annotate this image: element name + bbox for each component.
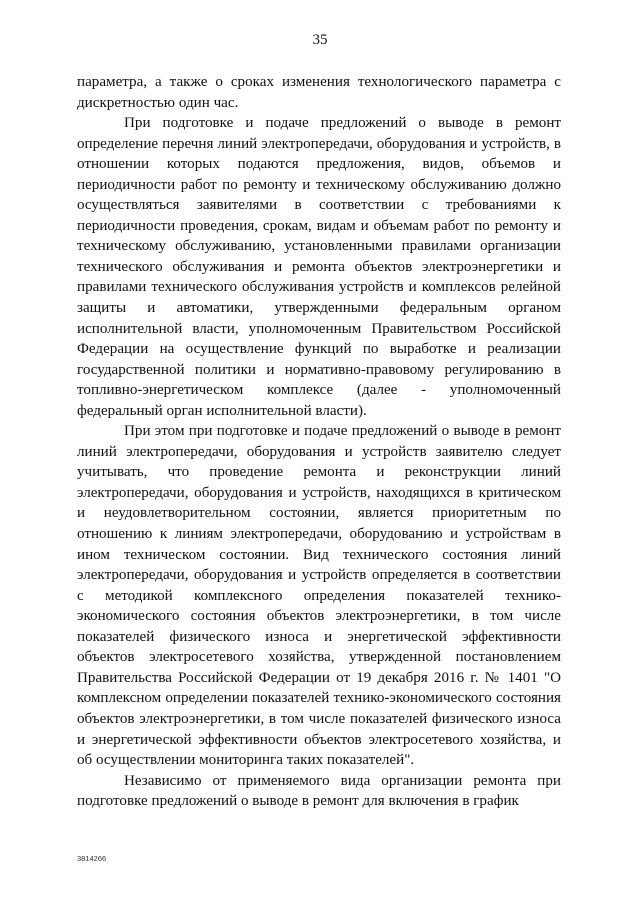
- paragraph-repair-requests: При подготовке и подаче предложений о выводе в ремонт определение перечня линий электропередачи, оборудования и устройств, в отношении которых подаются предложения, видов, объемов и периодичности работ по ремонту и техническому обслуживанию должно осуществляться заявителями в соответствии с требованиями к периодичности проведения, срокам, видам и объемам работ по ремонту и техническому обслуживанию, установленными правилами организации технического обслуживания и ремонта объектов электроэнергетики и правилами технического обслуживания устройств и комплексов релейной защиты и автоматики, утвержденными федеральным органом исполнительной власти, уполномоченным Правительством Российской Федерации на осуществление функций по выработке и реализации государственной политики и нормативно-правовому регулированию в топливно-энергетическом комплексе (далее - уполномоченный федеральный орган исполнительной власти).: [77, 115, 561, 419]
- paragraph-continuation: параметра, а также о сроках изменения технологического параметра с дискретностью один час.: [77, 74, 561, 111]
- document-code: 3814266: [77, 854, 107, 863]
- paragraph-priority-condition: При этом при подготовке и подаче предложений о выводе в ремонт линий электропередачи, оборудования и устройств заявителю следует учитывать, что проведение ремонта и реконструкции линий электропередачи, оборудования и устройств, находящихся в критическом и неудовлетворительном состоянии, является приоритетным по отношению к линиям электропередачи, оборудованию и устройствам в ином техническом состоянии. Вид технического состояния линий электропередачи, оборудования и устройств определяется в соответствии с методикой комплексного определения показателей технико-экономического состояния объектов электроэнергетики, в том числе показателей физического износа и энергетической эффективности объектов электросетевого хозяйства, утвержденной постановлением Правительства Российской Федерации от 19 декабря 2016 г. № 1401 "О комплексном определении показателей технико-экономического состояния объектов электроэнергетики, в том числе показателей физического износа и энергетической эффективности объектов электросетевого хозяйства, и об осуществлении мониторинга таких показателей".: [77, 423, 561, 769]
- document-body: [77, 72, 561, 812]
- paragraph-regardless-repair-type: Независимо от применяемого вида организации ремонта при подготовке предложений о выводе в ремонт для включения в график: [77, 772, 561, 810]
- page-number: 35: [312, 32, 328, 48]
